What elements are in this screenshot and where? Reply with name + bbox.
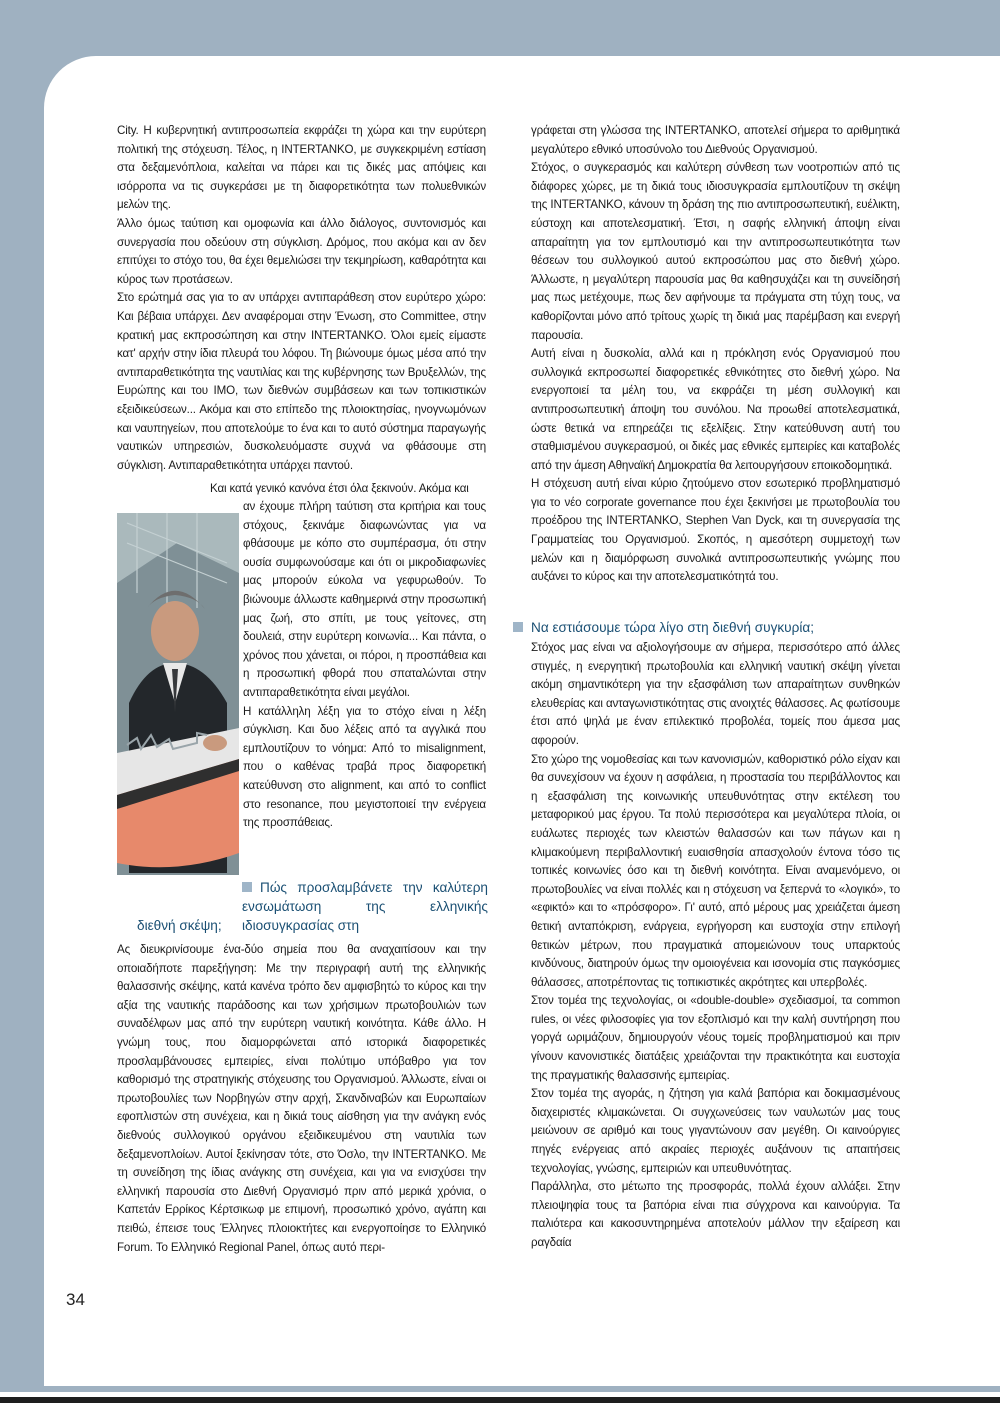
paragraph: Στόχος, ο συγκερασμός και καλύτερη σύνθεση των νοοτροπιών από τις διάφορες χώρες, με τη δικιά τους ιδιοσυγκρασία εμπλουτίζουν τη σκέψη της INTERTANKO, κάνουν τη δράση της πιο αντιπροσωπευτική, ευέλικτη, εύστοχη και αποτελεσματική. Έτσι, η σαφής ελληνική άποψη είναι απαραίτητη για τον εμπλουτισμό και την αντιπροσωπευτικότητα των θέσεων του συλλογικού αυτού εκπροσώπου μας στο διεθνή χώρο. Άλλωστε, η μεγαλύτερη παρουσία μας θα καθησυχάζει και τη συνείδησή μας πως μετέχουμε, πως δεν αφήνουμε τα πράγματα στη τύχη τους, να καθορίζονται μόνο από τρίτους χωρίς τη δικιά μας παρέμβαση και ενεργή παρουσία.: [531, 161, 900, 342]
paragraph: Η κατάλληλη λέξη για το στόχο είναι η λέξη σύγκλιση. Και δυο λέξεις από τα αγγλικά που εμπλουτίζουν το νόημα: Από το misalignment, που ο καθένας τραβά προς διαφορετική κατεύθυνση στο alignment, και από το conflict στο resonance, που μεγιστοποιεί την ενέργεια της προσπάθειας.: [243, 704, 486, 830]
section-heading-right: Να εστιάσουμε τώρα λίγο στη διεθνή συγκυρία;: [513, 618, 913, 637]
portrait-illustration: [117, 513, 239, 875]
paragraph: Ας διευκρινίσουμε ένα-δύο σημεία που θα αναχαιτίσουν και την οποιαδήποτε παρεξήγηση: Με την περιγραφή αυτή της ελληνικής θαλασσινής σκέψης, κατά κανένα τρόπο δεν αμφισβητώ το κύρος και την αξία της ναυτικής παράδοσης και των χρήσιμων πρωτοβουλιών των συναδέλφων μας από την ευρύτερη ναυτική κοινότητα. Κάθε άλλο. Η γνώμη τους, που διαμορφώνεται από ιστορικά διαφορετικές προσλαμβάνουσες εμπειρίες, είναι πολύτιμο υπόβαθρο για τον καθορισμό της στρατηγικής στόχευσης του Οργανισμού. Άλλωστε, είναι οι πρωτοβουλίες των Νορβηγών στην αρχή, Σκανδιναβών και Ευρωπαίων εφοπλιστών στη συνέχεια, και η δικιά τους αίσθηση για την ανάγκη ενός διεθνούς συλλογικού οργάνου εξειδικευμένου στη ναυτιλία των δεξαμενοπλοίων. Αυτοί ξεκίνησαν τότε, στο Όσλο, την INTERTANKO. Με τη συνείδηση της ίδιας ανάγκης στη συνέχεια, και για να ενισχύσει την ελληνική παρουσία στο Διεθνή Οργανισμό πριν από μερικά χρόνια, ο Καπετάν Ερρίκος Κέρτσικωφ με επιμονή, προσωπικό χρόνο, αγάπη και πειθώ, έπεισε τους Έλληνες πλοιοκτήτες και ενεργοποίησε το Ελληνικό Forum. Το Ελληνικό Regional Panel, όπως αυτό περι-: [117, 943, 486, 1254]
section-heading-left-tail: διεθνή σκέψη;: [137, 918, 222, 933]
right-column-bottom: [531, 639, 900, 1253]
paragraph: Άλλο όμως ταύτιση και ομοφωνία και άλλο διάλογος, συντονισμός και συνεργασία που οδεύουν στη σύγκλιση. Δρόμος, που ακόμα και αν δεν επιτύχει το στόχο του, θα έχει θεμελιώσει την τεκμηρίωση, καθαρότητα και κύρος των προτάσεων.: [117, 216, 486, 286]
heading-square-icon: [242, 882, 252, 892]
paragraph: αν έχουμε πλήρη ταύτιση στα κριτήρια και τους στόχους, ξεκινάμε διαφωνώντας για να φθάσουμε με κόπο στο συμπέρασμα, ότι στην ουσία συμφωνούσαμε και ότι οι μικροδιαφωνίες μας μπορούν εύκολα να γεφυρωθούν. Το βιώνουμε άλλωστε καθημερινά στην προσωπική μας ζωή, στο σπίτι, με τους γείτονες, στη δουλειά, στην ευρύτερη κοινωνία... Και πάντα, ο χρόνος που χάνεται, οι πόροι, η προσπάθεια και η προσωπική φθορά που σπαταλώνται στην αντιπαραθετικότητα είναι μεγάλοι.: [243, 500, 486, 699]
text-beside-photo: [243, 498, 486, 833]
footer-rule: [0, 1397, 1000, 1403]
paragraph: Στον τομέα της αγοράς, η ζήτηση για καλά βαπόρια και δοκιμασμένους διαχειριστές κλιμακώνεται. Οι συγχωνεύσεις των ναυλωτών μας τους μειώνουν σε αριθμό και τους γιγαντώνουν σαν μεγέθη. Οι καινούργιες πηγές ενέργειας από ακραίες περιοχές αυξάνουν τις απαιτήσεις τεχνολογίας, γνώσης, εμπειριών και υπευθυνότητας.: [531, 1087, 900, 1175]
paragraph: City. Η κυβερνητική αντιπροσωπεία εκφράζει τη χώρα και την ευρύτερη πολιτική της στόχευση. Τέλος, η INTERTANKO, με συγκεκριμένη εστίαση στα δεξαμενόπλοια, καλείται να πάρει και τις δικές μας απόψεις και ισόρροπα να τις συγκεράσει με τη διαφορετικότητα των πολυεθνικών μελών της.: [117, 124, 486, 212]
left-column-top: [117, 122, 486, 475]
footer-band: [0, 1392, 1000, 1414]
paragraph: Η στόχευση αυτή είναι κύριο ζητούμενο στον εσωτερικό προβληματισμό για το νέο corporate governance που έχει ξεκινήσει με πρωτοβουλία του προέδρου της INTERTANKO, Stephen Van Dyck, και τη συνεργασία της Γραμματείας του Οργανισμού. Σκοπός, η αμεσότερη συμμετοχή των μελών και η διαμόρφωση συνολικά αντιπροσωπευτικής γνώμης που αυξάνει το κύρος και την αποτελεσματικότητά του.: [531, 477, 900, 584]
left-column-bottom: [117, 941, 486, 1257]
section-heading-left: Πώς προσλαμβάνετε την καλύτερη ενσωμάτωση της ελληνικής ιδιοσυγκρασίας στη: [242, 880, 488, 933]
paragraph: Παράλληλα, στο μέτωπο της προσφοράς, πολλά έχουν αλλάξει. Στην πλειοψηφία τους τα βαπόρια είναι πια σύγχρονα και καινούργια. Τα παλιότερα και κακοσυντηρημένα αποτελούν μάλλον την εξαίρεση και ραγδαία: [531, 1180, 900, 1249]
paragraph: Στο ερώτημά σας για το αν υπάρχει αντιπαράθεση στον ευρύτερο χώρο: Και βέβαια υπάρχει. Δεν αναφέρομαι στην Ένωση, στο Committee, στην κρατική μας εκπροσώπηση και στην INTERTANKO. Όλοι εμείς είμαστε κατ' αρχήν στην ίδια πλευρά του λόφου. Τη βιώνουμε όμως μέσα από την αντιπαραθετικότητα της ναυτιλίας και της κυβέρνησης των Βρυξελλών, της Ευρώπης και του IMO, των διεθνών συμβάσεων και των τοπικιστικών εξειδικεύσεων... Ακόμα και στο επίπεδο της πλοιοκτησίας, ηνογνωμόνων και ναυπηγείων, που αποτελούμε το ένα και το αυτό σύστημα παραγωγής ναυτικών υπηρεσιών, δυσκολευόμαστε συχνά να φθάσουμε στη σύγκλιση. Αντιπαραθετικότητα υπάρχει παντού.: [117, 291, 486, 472]
paragraph: Αυτή είναι η δυσκολία, αλλά και η πρόκληση ενός Οργανισμού που συλλογικά εκπροσωπεί διαφορετικές εθνικότητες στο διεθνή χώρο. Να ενεργοποιεί τα μέλη του, να εκφράζει τη μέση συλλογική και αντιπροσωπευτική άποψη του συνόλου. Να προωθεί αποτελεσματικά, ώστε θετικά να επηρεάζει τις εξελίξεις. Στην κατεύθυνση αυτή του σταθμισμένου συγκερασμού, οι δικές μας εθνικές εμπειρίες και καταβολές από την άμεση Αθηναϊκή Δημοκρατία θα λειτουργήσουν εποικοδομητικά.: [531, 347, 900, 472]
paragraph: Στο χώρο της νομοθεσίας και των κανονισμών, καθοριστικό ρόλο είχαν και θα συνεχίσουν να έχουν η ασφάλεια, η προστασία του περιβάλλοντος και η εξασφάλιση της κοινωνικής υπευθυνότητας στην εκτέλεση του μεταφορικού μας έργου. Τα πολύ περισσότερα και μεγαλύτερα πλοία, οι ευάλωτες περιοχές των κλειστών θαλασσών και των πάγων και η κλιμακούμενη περιβαλλοντική ευαισθησία απασχολούν έντονα τόσο τις τοπικές κοινωνίες όσο και τη διεθνή κοινότητα. Είναι αναμενόμενο, οι πρωτοβουλίες να είναι πολλές και η στόχευση να ξεπερνά το «λογικό», το «εφικτό» και το «πρόσφορο». Γι' αυτό, από μέρους μας χρειάζεται άμεση θετική ανταπόκριση, ενάργεια, εγρήγορση και ευστοχία στην επιλογή θετικών μέτρων, που πραγματικά απομειώνουν τους υπαρκτούς κινδύνους, διατηρούν όμως την ομοιογένεια και ισονομία στις παγκόσμιες θάλασσες, αποτρέποντας τις τοπικιστικές ακρότητες και υπερβολές.: [531, 752, 900, 989]
paragraph: Στον τομέα της τεχνολογίας, οι «double-double» σχεδιασμοί, τα common rules, οι νέες φιλοσοφίες για τον εξοπλισμό και την καλή συντήρηση που γοργά ωριμάζουν, δημιουργούν νέους τομείς προβληματισμού και πριν γίνουν κανονιστικές διατάξεις χρειάζονται την πρακτικότητα και ευστοχία της πραγματικής θαλασσινής εμπειρίας.: [531, 994, 900, 1082]
paragraph: γράφεται στη γλώσσα της INTERTANKO, αποτελεί σήμερα το αριθμητικά μεγαλύτερο εθνικό υποσύνολο του Διεθνούς Οργανισμού.: [531, 124, 900, 156]
paragraph: Στόχος μας είναι να αξιολογήσουμε αν σήμερα, περισσότερο από άλλες στιγμές, η ενεργητική πρωτοβουλία και ελληνική ναυτική σκέψη γίνεται ακόμη σημαντικότερη για την εξασφάλιση των απαραίτητων συνθηκών ελευθερίας και ανταγωνιστικότητας στις ανοιχτές θάλασσες. Ας φωτίσουμε έτσι από ψηλά με έναν επιλεκτικό προβολέα, τομείς που άμεσα μας αφορούν.: [531, 641, 900, 747]
page-number: 34: [66, 1290, 85, 1309]
intro-line: Και κατά γενικό κανόνα έτσι όλα ξεκινούν. Ακόμα και: [210, 482, 469, 495]
right-column: [531, 122, 900, 587]
portrait-photo: [117, 513, 239, 875]
heading-square-icon: [513, 622, 523, 632]
